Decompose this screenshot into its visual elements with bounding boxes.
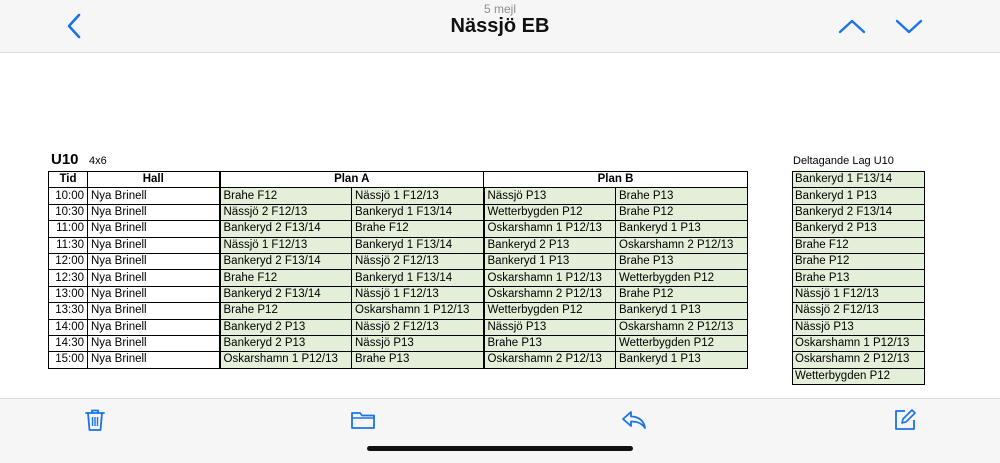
table-row [49,319,748,335]
cell-hall: Nya Brinell [88,335,220,351]
cell-plan-a-1: Nässjö 1 F12/13 [220,237,352,253]
cell-hall: Nya Brinell [88,303,220,319]
cell-time: 14:30 [49,335,88,351]
team-name: Oskarshamn 2 P12/13 [793,352,925,368]
move-to-folder-button[interactable] [348,405,378,435]
cell-plan-b-1: Wetterbygden P12 [484,204,616,220]
team-name: Bankeryd 1 F13/14 [793,172,925,188]
bottom-toolbar [0,398,1000,463]
teams-title: Deltagande Lag U10 [793,155,894,167]
reply-icon [620,409,648,431]
cell-time: 10:00 [49,188,88,204]
chevron-up-icon [837,17,867,35]
top-bar [0,0,1000,53]
team-row [793,335,925,351]
cell-plan-b-2: Brahe P13 [616,253,748,269]
cell-plan-b-1: Oskarshamn 2 P12/13 [484,352,616,368]
cell-plan-b-2: Brahe P12 [616,204,748,220]
cell-plan-a-2: Bankeryd 1 F13/14 [352,237,484,253]
cell-hall: Nya Brinell [88,270,220,286]
teams-body [793,172,925,385]
cell-plan-b-2: Oskarshamn 2 P12/13 [616,237,748,253]
table-row [49,188,748,204]
cell-plan-a-2: Nässjö 2 F12/13 [352,319,484,335]
folder-icon [350,409,376,431]
format-label: 4x6 [89,155,107,167]
cell-plan-a-1: Bankeryd 2 F13/14 [220,221,352,237]
cell-plan-a-1: Nässjö 2 F12/13 [220,204,352,220]
team-row [793,270,925,286]
cell-plan-a-1: Bankeryd 2 F13/14 [220,286,352,302]
cell-plan-b-1: Bankeryd 1 P13 [484,253,616,269]
table-row [49,303,748,319]
group-title: U10 [51,151,79,168]
cell-hall: Nya Brinell [88,237,220,253]
cell-plan-b-2: Bankeryd 1 P13 [616,221,748,237]
team-row [793,368,925,384]
cell-plan-a-2: Brahe P13 [352,352,484,368]
previous-message-button[interactable] [836,12,868,40]
cell-plan-a-2: Oskarshamn 1 P12/13 [352,303,484,319]
cell-hall: Nya Brinell [88,188,220,204]
team-name: Brahe F12 [793,237,925,253]
table-row [49,335,748,351]
compose-icon [893,408,917,432]
cell-plan-a-2: Nässjö 1 F12/13 [352,286,484,302]
cell-plan-a-1: Brahe F12 [220,270,352,286]
table-row [49,253,748,269]
team-row [793,352,925,368]
team-row [793,172,925,188]
cell-plan-b-1: Wetterbygden P12 [484,303,616,319]
cell-plan-a-1: Brahe F12 [220,188,352,204]
message-count: 5 mejl [483,2,516,16]
cell-hall: Nya Brinell [88,221,220,237]
team-row [793,188,925,204]
compose-button[interactable] [890,405,920,435]
cell-time: 12:00 [49,253,88,269]
cell-time: 13:00 [49,286,88,302]
cell-time: 11:00 [49,221,88,237]
cell-hall: Nya Brinell [88,352,220,368]
cell-hall: Nya Brinell [88,204,220,220]
cell-plan-b-1: Oskarshamn 1 P12/13 [484,270,616,286]
column-header-hall: Hall [88,172,220,188]
back-button[interactable] [58,12,90,40]
schedule-table [48,171,748,369]
cell-hall: Nya Brinell [88,253,220,269]
cell-plan-b-2: Wetterbygden P12 [616,270,748,286]
table-header-row [49,172,748,188]
team-row [793,286,925,302]
cell-plan-b-2: Wetterbygden P12 [616,335,748,351]
cell-time: 14:00 [49,319,88,335]
cell-plan-b-2: Bankeryd 1 P13 [616,303,748,319]
cell-plan-a-1: Bankeryd 2 P13 [220,319,352,335]
table-row [49,237,748,253]
cell-plan-b-2: Oskarshamn 2 P12/13 [616,319,748,335]
chevron-left-icon [65,13,83,39]
cell-plan-b-1: Nässjö P13 [484,319,616,335]
column-header-plan-a: Plan A [220,172,484,188]
chevron-down-icon [894,17,924,35]
team-name: Oskarshamn 1 P12/13 [793,335,925,351]
cell-plan-a-1: Brahe P12 [220,303,352,319]
team-row [793,204,925,220]
cell-hall: Nya Brinell [88,286,220,302]
cell-plan-a-2: Nässjö 2 F12/13 [352,253,484,269]
team-name: Nässjö 2 F12/13 [793,303,925,319]
schedule-body [49,188,748,368]
cell-plan-b-1: Nässjö P13 [484,188,616,204]
cell-plan-a-1: Bankeryd 2 P13 [220,335,352,351]
home-indicator [367,446,633,451]
page-title: Nässjö EB [450,15,550,37]
team-row [793,319,925,335]
column-header-tid: Tid [49,172,88,188]
cell-plan-b-1: Oskarshamn 1 P12/13 [484,221,616,237]
team-row [793,221,925,237]
cell-plan-a-2: Brahe F12 [352,221,484,237]
team-name: Bankeryd 2 P13 [793,221,925,237]
cell-plan-b-2: Brahe P13 [616,188,748,204]
cell-plan-a-2: Bankeryd 1 F13/14 [352,270,484,286]
cell-plan-b-1: Oskarshamn 2 P12/13 [484,286,616,302]
team-name: Wetterbygden P12 [793,368,925,384]
reply-button[interactable] [619,405,649,435]
cell-hall: Nya Brinell [88,319,220,335]
team-name: Nässjö P13 [793,319,925,335]
delete-button[interactable] [80,405,110,435]
team-name: Bankeryd 1 P13 [793,188,925,204]
trash-icon [84,408,106,432]
cell-plan-b-2: Bankeryd 1 P13 [616,352,748,368]
cell-plan-a-2: Nässjö P13 [352,335,484,351]
cell-time: 10:30 [49,204,88,220]
cell-plan-a-2: Nässjö 1 F12/13 [352,188,484,204]
team-name: Bankeryd 2 F13/14 [793,204,925,220]
cell-plan-a-1: Oskarshamn 1 P12/13 [220,352,352,368]
cell-plan-b-1: Brahe P13 [484,335,616,351]
table-row [49,204,748,220]
team-name: Brahe P13 [793,270,925,286]
table-row [49,270,748,286]
cell-time: 15:00 [49,352,88,368]
teams-table [792,171,925,385]
next-message-button[interactable] [893,12,925,40]
team-row [793,253,925,269]
team-row [793,303,925,319]
cell-plan-b-2: Brahe P12 [616,286,748,302]
cell-plan-a-1: Bankeryd 2 F13/14 [220,253,352,269]
table-row [49,286,748,302]
team-name: Nässjö 1 F12/13 [793,286,925,302]
column-header-plan-b: Plan B [484,172,748,188]
cell-plan-a-2: Bankeryd 1 F13/14 [352,204,484,220]
cell-time: 13:30 [49,303,88,319]
table-row [49,352,748,368]
table-row [49,221,748,237]
cell-time: 11:30 [49,237,88,253]
team-name: Brahe P12 [793,253,925,269]
team-row [793,237,925,253]
cell-time: 12:30 [49,270,88,286]
cell-plan-b-1: Bankeryd 2 P13 [484,237,616,253]
